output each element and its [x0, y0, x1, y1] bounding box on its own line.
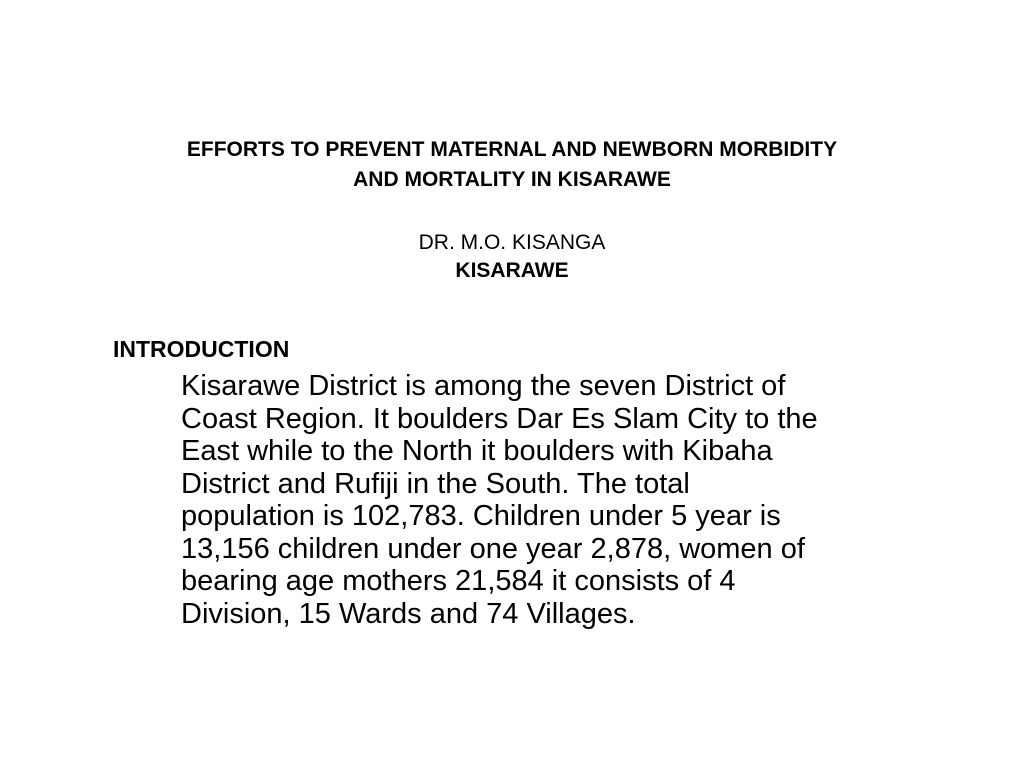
- introduction-paragraph: [181, 370, 981, 630]
- body-line: 13,156 children under one year 2,878, women of: [181, 532, 805, 565]
- body-line: District and Rufiji in the South. The total: [181, 467, 690, 500]
- body-line: bearing age mothers 21,584 it consists of 4: [181, 565, 736, 597]
- body-line: East while to the North it boulders with Kibaha: [181, 435, 773, 467]
- body-line: Division, 15 Wards and 74 Villages.: [181, 597, 636, 630]
- body-line: population is 102,783. Children under 5 year is: [181, 500, 781, 532]
- title-line: AND MORTALITY IN KISARAWE: [353, 168, 671, 191]
- author-affiliation: KISARAWE: [455, 259, 569, 282]
- body-line: Kisarawe District is among the seven District of: [181, 370, 786, 402]
- author-name: DR. M.O. KISANGA: [418, 231, 606, 254]
- title-line: EFFORTS TO PREVENT MATERNAL AND NEWBORN MORBIDITY: [186, 138, 838, 161]
- section-heading: INTRODUCTION: [113, 336, 290, 362]
- document-title: [0, 135, 1024, 195]
- body-line: Coast Region. It boulders Dar Es Slam City to the: [181, 402, 818, 435]
- author-block: [0, 229, 1024, 285]
